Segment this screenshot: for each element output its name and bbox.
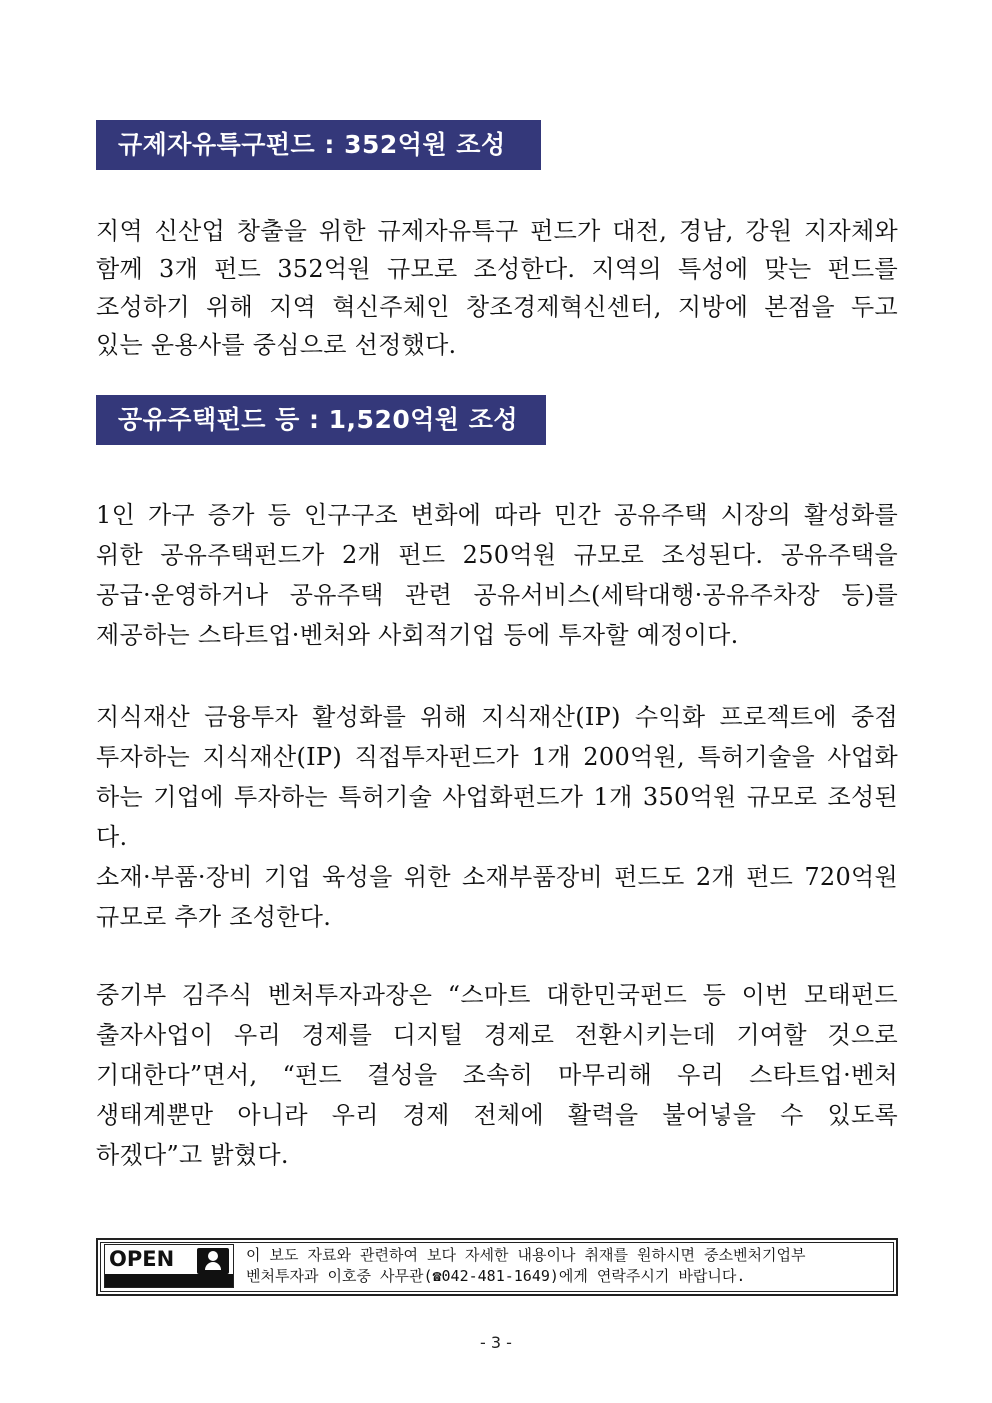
paragraph-shared-housing: [96, 495, 898, 655]
paragraph-materials-parts-fund: [96, 857, 898, 937]
paragraph-line: 기대한다”면서, “펀드 결성을 조속히 마무리해 우리 스타트업·벤처: [96, 1061, 898, 1089]
contact-footer-box: [96, 1238, 898, 1296]
paragraph-line: 지역 신산업 창출을 위한 규제자유특구 펀드가 대전, 경남, 강원 지자체와: [96, 217, 898, 245]
contact-info-text: [246, 1245, 892, 1287]
paragraph-line: 조성하기 위해 지역 혁신주체인 창조경제혁신센터, 지방에 본점을 두고: [96, 293, 898, 321]
paragraph-official-quote: [96, 975, 898, 1175]
paragraph-line: 함께 3개 펀드 352억원 규모로 조성한다. 지역의 특성에 맞는 펀드를: [96, 255, 898, 283]
paragraph-regulation-free-zone: [96, 212, 898, 364]
section-heading-shared-housing-fund: 공유주택펀드 등 : 1,520억원 조성: [96, 395, 546, 445]
paragraph-line: 생태계뿐만 아니라 우리 경제 전체에 활력을 불어넣을 수 있도록: [96, 1101, 898, 1129]
contact-line: 이 보도 자료와 관련하여 보다 자세한 내용이나 취재를 원하시면 중소벤처기업부: [246, 1246, 806, 1264]
paragraph-line: 소재·부품·장비 기업 육성을 위한 소재부품장비 펀드도 2개 펀드 720억원: [96, 863, 898, 891]
paragraph-line: 출자사업이 우리 경제를 디지털 경제로 전환시키는데 기여할 것으로: [96, 1021, 898, 1049]
paragraph-line: 1인 가구 증가 등 인구구조 변화에 따라 민간 공유주택 시장의 활성화를: [96, 501, 898, 529]
section-heading-regulation-free-zone-fund: 규제자유특구펀드 : 352억원 조성: [96, 120, 541, 170]
paragraph-line: 지식재산 금융투자 활성화를 위해 지식재산(IP) 수익화 프로젝트에 중점: [96, 703, 898, 731]
person-icon: [197, 1248, 229, 1274]
paragraph-line: 있는 운용사를 중심으로 선정했다.: [96, 331, 457, 359]
paragraph-line: 제공하는 스타트업·벤처와 사회적기업 등에 투자할 예정이다.: [96, 621, 739, 649]
paragraph-line: 위한 공유주택펀드가 2개 펀드 250억원 규모로 조성된다. 공유주택을: [96, 541, 898, 569]
open-logo-text: OPEN: [109, 1247, 175, 1271]
paragraph-ip-fund: [96, 697, 898, 857]
paragraph-line: 하겠다”고 밝혔다.: [96, 1141, 289, 1169]
paragraph-line: 규모로 추가 조성한다.: [96, 903, 332, 931]
paragraph-line: 하는 기업에 투자하는 특허기술 사업화펀드가 1개 350억원 규모로 조성된다.: [96, 783, 898, 851]
paragraph-line: 투자하는 지식재산(IP) 직접투자펀드가 1개 200억원, 특허기술을 사업화: [96, 743, 898, 771]
page-number: - 3 -: [480, 1333, 512, 1352]
contact-line: 벤처투자과 이호중 사무관(☎042-481-1649)에게 연락주시기 바랍니다.: [246, 1267, 746, 1285]
paragraph-line: 중기부 김주식 벤처투자과장은 “스마트 대한민국펀드 등 이번 모태펀드: [96, 981, 898, 1009]
paragraph-line: 공급·운영하거나 공유주택 관련 공유서비스(세탁대행·공유주차장 등)를: [96, 581, 898, 609]
license-caption-strip: [105, 1274, 233, 1287]
kogl-open-license-badge: [104, 1244, 234, 1288]
